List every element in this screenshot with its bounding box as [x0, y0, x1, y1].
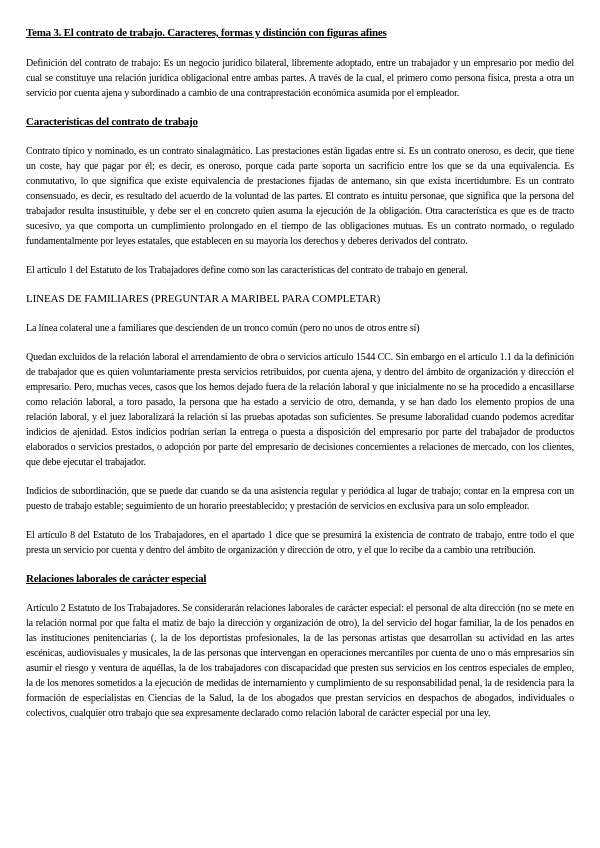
lineas-familiares-heading: LINEAS DE FAMILIARES (PREGUNTAR A MARIBEL PARA COMPLETAR)	[26, 293, 381, 305]
subordination-paragraph: Indicios de subordinación, que se puede dar cuando se da una asistencia regular y periódica al lugar de trabajo; contar en la empresa con un puesto de trabajo estable; seguimiento de un horario preestablecido; y prestación de servicios en exclusiva para un solo empleador.	[26, 486, 574, 512]
characteristics-heading: Características del contrato de trabajo	[26, 116, 198, 128]
article2-paragraph: Artículo 2 Estatuto de los Trabajadores. Se considerarán relaciones laborales de carácter especial: el personal de alta dirección (no se mete en la relación normal por que falta el matiz de bajo la dirección y organización de otro), la del servicio del hogar familiar, la de los penados en las instituciones penitenciarias (, la de los deportistas profesionales, la de las personas artistas que desarrollan su actividad en las artes escénicas, audiovisuales y musicales, la de las personas que intervengan en operaciones mercantiles por cuenta de uno o más empresarios sin asumir el riesgo y ventura de aquéllas, la de los trabajadores con discapacidad que presten sus servicios en los centros especiales de empleo, la de los menores sometidos a la ejecución de medidas de internamiento y cumplimiento de su responsabilidad penal, la de residencia para la formación de especialistas en Ciencias de la Salud, la de los abogados que prestan servicios en despachos de abogados, individuales o colectivos, cualquier otro trabajo que sea expresamente declarado como relación laboral de carácter especial por una ley.	[26, 603, 574, 719]
document-title: Tema 3. El contrato de trabajo. Caracteres, formas y distinción con figuras afines	[26, 27, 387, 39]
definition-paragraph: Definición del contrato de trabajo: Es un negocio jurídico bilateral, libremente adoptado, entre un trabajador y un empresario por medio del cual se constituye una relación jurídica obligacional entre ambas partes. A través de la cual, el primero como persona física, presta a otra un servicio por cuenta ajena y subordinado a cambio de una contraprestación económica asumida por el empleador.	[26, 58, 574, 99]
characteristics-paragraph: Contrato típico y nominado, es un contrato sinalagmático. Las prestaciones están ligadas entre sí. Es un contrato oneroso, es decir, que tiene un coste, hay que pagar por él; es decir, es oneroso, porque cada parte soporta un sacrificio entre los que se da una equivalencia. Es conmutativo, lo que significa que existe equivalencia de prestaciones fijadas de antemano, sin que exista incertidumbre. Es un contrato consensuado, es decir, es resultado del acuerdo de la voluntad de las partes. El contrato es intuitu personae, que significa que la persona del trabajador resulta insustituible, y debe ser el en concreto quien asuma la ejecución de la obligación. Otra característica es que es de tracto sucesivo, ya que comporta un cumplimiento prolongado en el tiempo de las obligaciones mutuas. Es un contrato normado, o regulado fundamentalmente por leyes estatales, que establecen en su mayoría los derechos y deberes derivados del contrato.	[26, 146, 574, 247]
document-page	[26, 26, 574, 735]
special-relations-heading: Relaciones laborales de carácter especial	[26, 573, 207, 585]
exclusions-paragraph: Quedan excluidos de la relación laboral el arrendamiento de obra o servicios artículo 1544 CC. Sin embargo en el artículo 1.1 da la definición de trabajador que es quien voluntariamente presta servicios retribuidos, por cuenta ajena, y dentro del ámbito de organización y dirección el empresario. Pero, muchas veces, casos que los hemos dejado fuera de la relación laboral y que inicialmente no se ha procedido a encasillarse como relación laboral, a toro pasado, la persona que ha estado a servicio de otro, demanda, y se han dado los elemento propios de una relación laboral, y el juez laboralizará la relación si las pruebas apotadas son suficientes. Se presume laboralidad cuando podemos acreditar indicios de ajenidad. Estos indicios podrían serían la entrega o puesta a disposición del empresario por parte del trabajador de productos elaborados o servicios prestados, o adopción por parte del empresario de decisiones concernientes a relaciones de mercado, con los clientes, que debe ejecutar el trabajador.	[26, 352, 574, 468]
article1-paragraph: El artículo 1 del Estatuto de los Trabajadores define como son las características del contrato de trabajo en general.	[26, 265, 468, 276]
linea-colateral-paragraph: La línea colateral une a familiares que descienden de un tronco común (pero no unos de otros entre sí)	[26, 323, 420, 334]
article8-paragraph: El artículo 8 del Estatuto de los Trabajadores, en el apartado 1 dice que se presumirá la existencia de contrato de trabajo, entre todo el que presta un servicio por cuenta y dentro del ámbito de organización y dirección de otro, y el que lo recibe da a cambio una retribución.	[26, 530, 574, 556]
